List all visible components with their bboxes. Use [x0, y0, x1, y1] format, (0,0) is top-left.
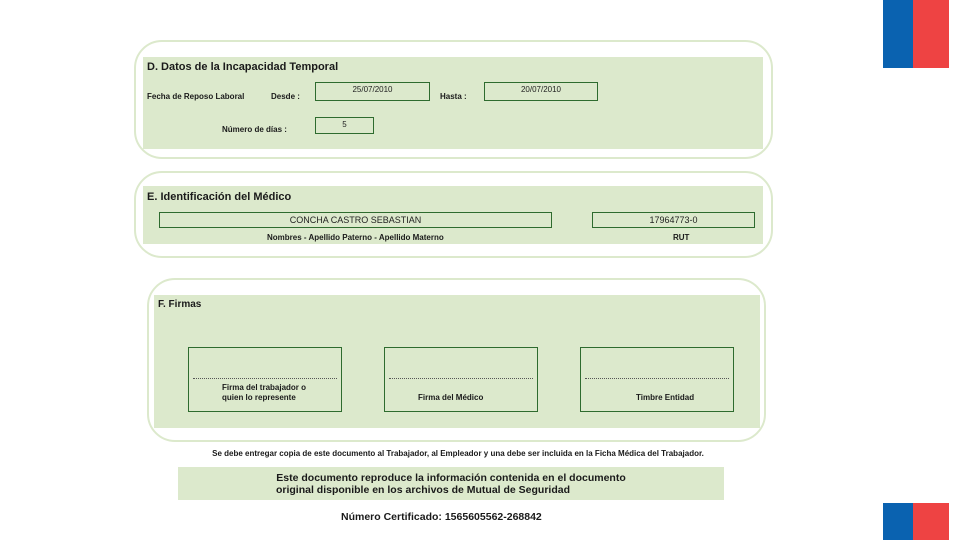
banner-line-2: original disponible en los archivos de Mutual de Seguridad: [275, 484, 571, 496]
signature-line: [585, 378, 729, 379]
flag-decoration-top: [883, 0, 949, 68]
medico-nombre-field: CONCHA CASTRO SEBASTIAN: [159, 212, 552, 228]
certificate-number: Número Certificado: 1565605562-268842: [341, 511, 542, 523]
medico-rut-label: RUT: [673, 233, 690, 242]
timbre-entidad-label: Timbre Entidad: [636, 393, 695, 402]
flag-red-stripe: [913, 503, 949, 540]
hasta-label: Hasta :: [440, 92, 467, 101]
flag-blue-stripe: [883, 0, 913, 68]
medico-rut-field: 17964773-0: [592, 212, 755, 228]
fecha-reposo-label: Fecha de Reposo Laboral: [147, 92, 245, 101]
signature-line: [193, 378, 337, 379]
signature-line: [389, 378, 533, 379]
firma-trabajador-label-line2: quien lo represente: [222, 393, 296, 402]
numero-dias-label: Número de días :: [222, 125, 287, 134]
flag-decoration-bottom: [883, 503, 949, 540]
firma-trabajador-label-line1: Firma del trabajador o: [222, 383, 307, 392]
desde-label: Desde :: [271, 92, 300, 101]
flag-red-stripe: [913, 0, 949, 68]
section-d-title: D. Datos de la Incapacidad Temporal: [147, 61, 339, 73]
firma-medico-label: Firma del Médico: [418, 393, 484, 402]
reproduction-banner: [178, 467, 724, 500]
section-f-title: F. Firmas: [158, 299, 202, 310]
section-e-title: E. Identificación del Médico: [147, 191, 292, 203]
medico-nombre-label: Nombres - Apellido Paterno - Apellido Materno: [267, 233, 444, 242]
hasta-field: 20/07/2010: [484, 82, 598, 101]
numero-dias-field: 5: [315, 117, 374, 134]
banner-line-1: Este documento reproduce la información contenida en el documento: [276, 472, 626, 484]
delivery-note: Se debe entregar copia de este documento al Trabajador, al Empleador y una debe ser incluida en la Ficha Médica del Trabajador.: [212, 449, 704, 458]
flag-blue-stripe: [883, 503, 913, 540]
desde-field: 25/07/2010: [315, 82, 430, 101]
